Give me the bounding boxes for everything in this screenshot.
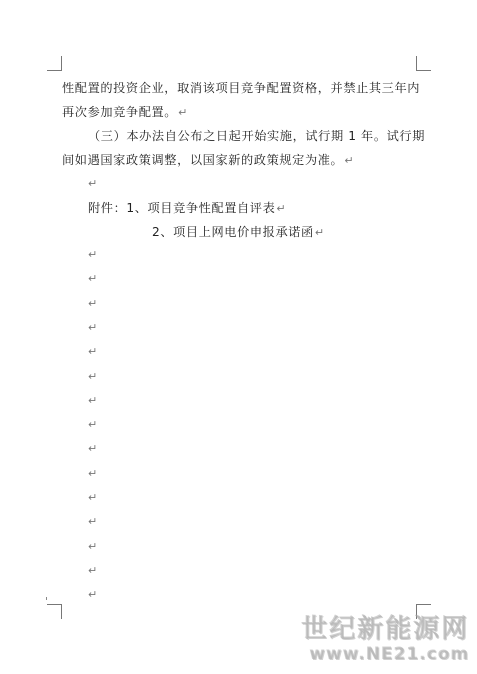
paragraph-mark-icon: ↵ xyxy=(88,466,98,480)
paragraph-mark-icon: ↵ xyxy=(88,369,98,383)
body-line-2[interactable] xyxy=(62,104,188,121)
body-line-4[interactable] xyxy=(62,152,354,169)
watermark-title: 世纪新能源网 xyxy=(300,614,469,644)
paragraph-mark-icon: ↵ xyxy=(88,296,98,310)
paragraph-mark-icon: ↵ xyxy=(88,418,98,432)
paragraph-mark-icon: ↵ xyxy=(88,393,98,407)
paragraph-mark-icon: ↵ xyxy=(276,202,287,215)
paragraph-mark-icon: ↵ xyxy=(88,345,98,359)
attachment-line-2-text: 2、项目上网电价申报承诺函 xyxy=(152,225,314,239)
body-line-1[interactable] xyxy=(62,80,420,96)
margin-dot xyxy=(46,597,47,600)
crop-mark-top-left xyxy=(47,56,62,71)
paragraph-mark-icon: ↵ xyxy=(88,515,98,529)
paragraph-mark-icon: ↵ xyxy=(88,539,98,553)
paragraph-mark-icon: ↵ xyxy=(88,248,98,261)
crop-mark-top-right xyxy=(416,56,431,71)
body-line-4-text: 间如遇国家政策调整，以国家新的政策规定为准。 xyxy=(62,153,344,167)
paragraph-mark-icon: ↵ xyxy=(88,588,98,602)
crop-mark-bottom-left xyxy=(47,604,62,619)
paragraph-mark-icon: ↵ xyxy=(178,106,188,119)
watermark-url: www.NE21.com xyxy=(309,644,469,664)
body-line-2-text: 再次参加竞争配置。 xyxy=(62,105,178,119)
attachment-line-2[interactable] xyxy=(152,224,325,241)
attachment-line-1[interactable] xyxy=(88,200,286,217)
paragraph-mark-icon: ↵ xyxy=(88,320,98,334)
paragraph-mark-icon: ↵ xyxy=(314,226,325,239)
paragraph-mark-icon: ↵ xyxy=(88,272,98,286)
paragraph-mark-icon: ↵ xyxy=(88,563,98,577)
paragraph-mark-icon: ↵ xyxy=(344,154,355,167)
body-line-3-text: （三）本办法自公布之日起开始实施，试行期 1 年。试行期 xyxy=(88,129,425,143)
site-watermark xyxy=(301,614,469,664)
paragraph-mark-icon: ↵ xyxy=(88,177,98,190)
paragraph-mark-icon: ↵ xyxy=(88,442,98,456)
body-line-3[interactable] xyxy=(88,128,425,144)
paragraph-mark-icon: ↵ xyxy=(88,491,98,504)
attachment-line-1-text: 附件：1、项目竞争性配置自评表 xyxy=(88,201,276,215)
body-line-1-text: 性配置的投资企业，取消该项目竞争配置资格，并禁止其三年内 xyxy=(62,81,421,95)
